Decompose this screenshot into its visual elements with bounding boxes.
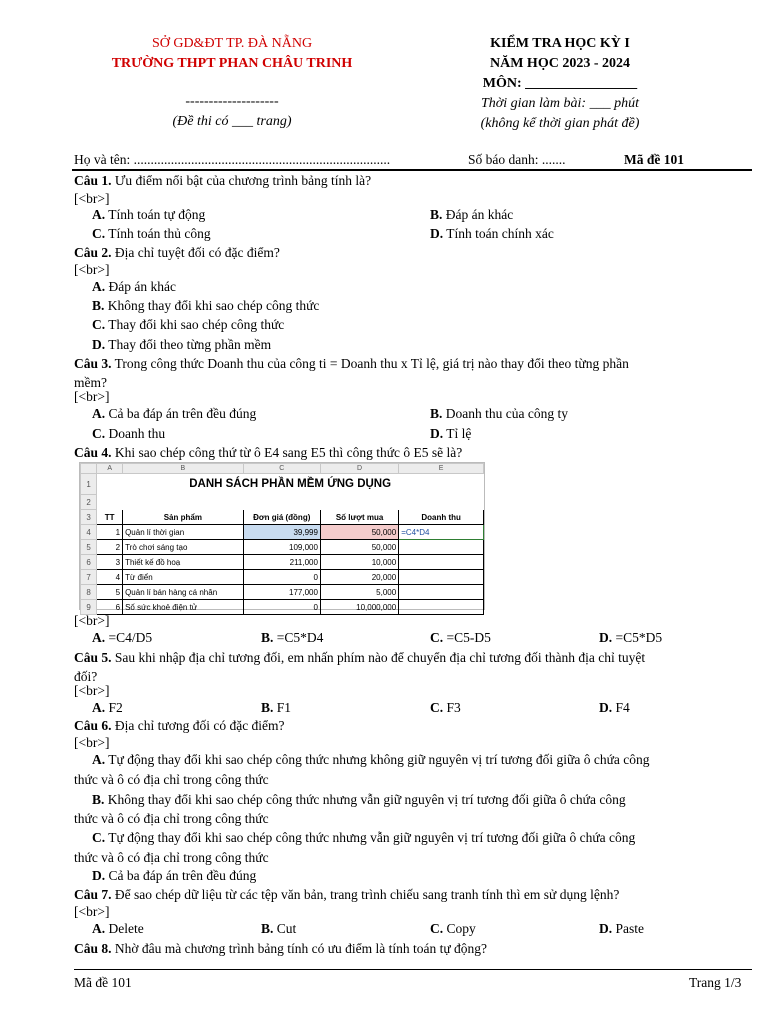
q6-option-c-cont: thức và ô có địa chỉ trong công thức: [74, 850, 269, 865]
question-5: Câu 5. Sau khi nhập địa chỉ tương đối, em nhấn phím nào để chuyển địa chỉ tương đối thành địa chỉ tuyệt đối?: [74, 650, 646, 684]
br-marker: [<br>]: [74, 389, 110, 404]
student-id-field: Số báo danh: .......: [468, 152, 566, 167]
time-note: (không kể thời gian phát đề): [480, 116, 640, 131]
table-row: 7 4 Từ điển 0 20,000: [81, 570, 484, 585]
q1-option-b[interactable]: B. Đáp án khác: [430, 207, 514, 222]
q5-option-d[interactable]: D. F4: [599, 700, 630, 715]
q3-option-b[interactable]: B. Doanh thu của công ty: [430, 406, 568, 421]
header-dashes: --------------------: [185, 94, 279, 109]
q1-option-a[interactable]: A. Tính toán tự động: [92, 207, 206, 222]
q6-option-a-cont: thức và ô có địa chỉ trong công thức: [74, 772, 269, 787]
spreadsheet-image: [79, 462, 485, 610]
formula-cell: =C4*D4: [399, 525, 484, 540]
q1-option-c[interactable]: C. Tính toán thủ công: [92, 226, 211, 241]
br-marker: [<br>]: [74, 683, 110, 698]
q3-option-d[interactable]: D. Tỉ lệ: [430, 426, 472, 441]
school-name: TRƯỜNG THPT PHAN CHÂU TRINH: [111, 56, 353, 71]
header-left: [88, 34, 376, 132]
table-header-row: 3 TT Sản phẩm Đơn giá (đồng) Số lượt mua Doanh thu: [81, 510, 484, 525]
question-2: Câu 2. Địa chỉ tuyệt đối có đặc điểm?: [74, 245, 280, 260]
question-8: Câu 8. Nhờ đâu mà chương trình bảng tính có ưu điểm là tính toán tự động?: [74, 941, 488, 956]
q4-option-b[interactable]: B. =C5*D4: [261, 630, 324, 645]
column-header: Số lượt mua: [320, 510, 398, 525]
q6-option-b[interactable]: B. Không thay đổi khi sao chép công thức nhưng vẫn giữ nguyên vị trí tương đối giữa ô chứa công: [92, 792, 626, 807]
footer-page-number: Trang 1/3: [689, 975, 742, 990]
column-header: Sản phẩm: [123, 510, 244, 525]
q2-option-a[interactable]: A. Đáp án khác: [92, 279, 176, 294]
q1-option-d[interactable]: D. Tính toán chính xác: [430, 226, 554, 241]
footer-exam-code: Mã đề 101: [74, 975, 132, 990]
q4-option-c[interactable]: C. =C5-D5: [430, 630, 491, 645]
question-1: Câu 1. Ưu điểm nổi bật của chương trình bảng tính là?: [74, 173, 372, 188]
col-letter: E: [399, 464, 484, 474]
table-row: 1 DANH SÁCH PHẦN MỀM ỨNG DỤNG: [81, 474, 484, 495]
br-marker: [<br>]: [74, 735, 110, 750]
q5-option-a[interactable]: A. F2: [92, 700, 123, 715]
q4-option-d[interactable]: D. =C5*D5: [599, 630, 663, 645]
br-marker: [<br>]: [74, 262, 110, 277]
spreadsheet-table: [80, 463, 484, 615]
q3-option-c[interactable]: C. Doanh thu: [92, 426, 166, 441]
table-row: 9 6 Số sức khoẻ điện tử 0 10,000,000: [81, 600, 484, 615]
br-marker: [<br>]: [74, 613, 110, 628]
col-letter: A: [97, 464, 123, 474]
q2-option-c[interactable]: C. Thay đổi khi sao chép công thức: [92, 317, 285, 332]
pages-note: (Đề thi có ___ trang): [172, 114, 292, 129]
column-header: Đơn giá (đồng): [243, 510, 320, 525]
column-header: Doanh thu: [399, 510, 484, 525]
student-name-field: Họ và tên: ............................................................................: [74, 152, 391, 167]
br-marker: [<br>]: [74, 191, 110, 206]
q6-option-a[interactable]: A. Tự động thay đổi khi sao chép công thức nhưng không giữ nguyên vị trí tương đối giữa ô chứa công: [92, 752, 650, 767]
table-row: 2: [81, 495, 484, 510]
q5-option-b[interactable]: B. F1: [261, 700, 292, 715]
q6-option-c[interactable]: C. Tự động thay đổi khi sao chép công thức nhưng vẫn giữ nguyên vị trí tương đối giữa ô chứa công: [92, 830, 636, 845]
col-letter: B: [123, 464, 244, 474]
col-letter: D: [320, 464, 398, 474]
q7-option-c[interactable]: C. Copy: [430, 921, 476, 936]
exam-code: Mã đề 101: [624, 152, 684, 167]
time-line: Thời gian làm bài: ___ phút: [481, 96, 639, 111]
br-marker: [<br>]: [74, 904, 110, 919]
header-right: [430, 34, 690, 134]
table-row: 8 5 Quản lí bán hàng cá nhân 177,000 5,000: [81, 585, 484, 600]
column-header-row: [81, 464, 484, 474]
column-header: TT: [97, 510, 123, 525]
table-row: 4 1 Quản lí thời gian 39,999 50,000 =C4*D4: [81, 525, 484, 540]
q7-option-b[interactable]: B. Cut: [261, 921, 297, 936]
question-4: Câu 4. Khi sao chép công thứ từ ô E4 sang E5 thì công thức ô E5 sẽ là?: [74, 445, 463, 460]
department-name: SỞ GD&ĐT TP. ĐÀ NẴNG: [151, 36, 313, 51]
q7-option-d[interactable]: D. Paste: [599, 921, 644, 936]
table-row: 6 3 Thiết kế đồ hoạ 211,000 10,000: [81, 555, 484, 570]
q2-option-d[interactable]: D. Thay đổi theo từng phần mềm: [92, 337, 272, 352]
q5-option-c[interactable]: C. F3: [430, 700, 461, 715]
q3-option-a[interactable]: A. Cả ba đáp án trên đều đúng: [92, 406, 257, 421]
question-7: Câu 7. Để sao chép dữ liệu từ các tệp văn bản, trang trình chiếu sang tranh tính thì em sử dụng lệnh?: [74, 887, 620, 902]
q6-option-d[interactable]: D. Cả ba đáp án trên đều đúng: [92, 868, 257, 883]
subject-line: MÔN: ________________: [482, 76, 638, 91]
question-6: Câu 6. Địa chỉ tương đối có đặc điểm?: [74, 718, 285, 733]
sheet-title: DANH SÁCH PHẦN MỀM ỨNG DỤNG: [97, 474, 484, 495]
exam-title: KIỂM TRA HỌC KỲ I: [490, 36, 630, 51]
table-row: 5 2 Trò chơi sáng tạo 109,000 50,000: [81, 540, 484, 555]
q4-option-a[interactable]: A. =C4/D5: [92, 630, 153, 645]
question-3: Câu 3. Trong công thức Doanh thu của công ti = Doanh thu x Tỉ lệ, giá trị nào thay đổi theo từng phần mềm?: [74, 356, 629, 390]
col-letter: C: [243, 464, 320, 474]
footer-rule: [74, 969, 752, 970]
school-year: NĂM HỌC 2023 - 2024: [490, 56, 630, 71]
q2-option-b[interactable]: B. Không thay đổi khi sao chép công thức: [92, 298, 320, 313]
q6-option-b-cont: thức và ô có địa chỉ trong công thức: [74, 811, 269, 826]
q7-option-a[interactable]: A. Delete: [92, 921, 144, 936]
